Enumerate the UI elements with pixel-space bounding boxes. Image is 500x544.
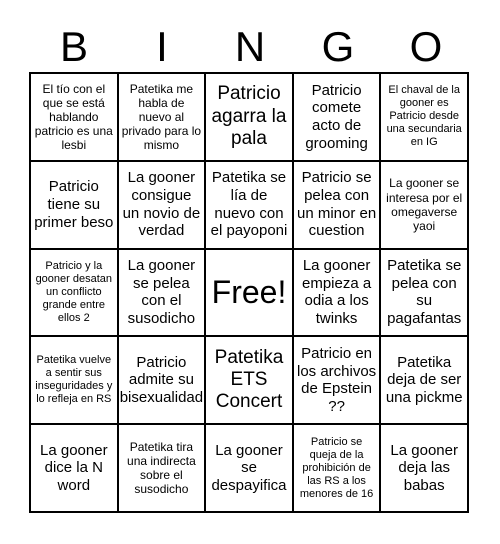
bingo-cell-r5c2 [118, 424, 206, 512]
bingo-grid [29, 72, 469, 513]
bingo-cell-text: Patetika tira una indirecta sobre el susodicho [127, 439, 196, 497]
header-letter-i: I [156, 23, 168, 70]
bingo-cell-text: Patricio en los archivos de Epstein ?? [296, 344, 377, 415]
bingo-cell-r5c4 [293, 424, 381, 512]
bingo-cell-r2c3 [205, 161, 293, 249]
bingo-cell-text: La gooner consigue un novio de verdad [122, 169, 201, 240]
bingo-cell-r4c4 [293, 336, 381, 424]
bingo-cell-text: Patricio agarra la pala [211, 83, 287, 150]
bingo-cell-text: Patetika vuelve a sentir sus inseguridades y lo refleja en RS [35, 354, 113, 406]
bingo-cell-text: Patricio comete acto de grooming [305, 81, 368, 152]
bingo-cell-r3c5 [380, 249, 468, 337]
bingo-cell-r1c4 [293, 73, 381, 161]
header-letter-g: G [321, 23, 355, 70]
bingo-cell-r3c2 [118, 249, 206, 337]
bingo-cell-text: La gooner deja las babas [390, 441, 458, 494]
bingo-cell-r3c4 [293, 249, 381, 337]
header-letter-o: O [409, 23, 443, 70]
bingo-cell-text: Patetika deja de ser una pickme [385, 353, 463, 407]
bingo-cell-r4c3 [205, 336, 293, 424]
bingo-cell-text: Patetika se pelea con su pagafantas [387, 257, 462, 328]
bingo-cell-text: La gooner se pelea con el susodicho [127, 257, 196, 328]
bingo-cell-text: El tío con el que se está hablando patricio es una lesbi [34, 81, 113, 153]
bingo-cell-text: Patetika ETS Concert [214, 346, 284, 413]
bingo-cell-r1c1 [30, 73, 118, 161]
bingo-cell-r5c1 [30, 424, 118, 512]
bingo-cell-r2c2 [118, 161, 206, 249]
bingo-cell-text: Patricio se queja de la prohibición de las RS a los menores de 16 [299, 435, 374, 500]
bingo-cell-text: Patetika me habla de nuevo al privado para lo mismo [121, 81, 202, 153]
bingo-cell-r5c5 [380, 424, 468, 512]
bingo-cell-r2c1 [30, 161, 118, 249]
bingo-header [30, 22, 470, 72]
bingo-cell-text: La gooner dice la N word [40, 441, 108, 494]
bingo-cell-text: La gooner se interesa por el omegaverse yaoi [386, 176, 463, 233]
bingo-cell-text: Patricio y la gooner desatan un conflicto grande entre ellos 2 [35, 260, 113, 324]
bingo-cell-text: Patetika se lía de nuevo con el payoponi [210, 169, 288, 240]
bingo-cell-text: La gooner empieza a odia a los twinks [301, 257, 372, 328]
bingo-cell-r2c4 [293, 161, 381, 249]
bingo-cell-text: La gooner se despayifica [211, 441, 287, 494]
bingo-cell-text: El chaval de la gooner es Patricio desde una secundaria en IG [386, 84, 462, 149]
bingo-cell-text: Patricio se pelea con un minor en cuestion [296, 169, 377, 240]
bingo-cell-r3c1 [30, 249, 118, 337]
bingo-cell-r1c2 [118, 73, 206, 161]
bingo-cell-r1c3 [205, 73, 293, 161]
bingo-cell-r5c3 [205, 424, 293, 512]
header-letter-n: N [234, 23, 266, 70]
bingo-cell-text: Free! [211, 273, 287, 310]
bingo-cell-text: Patricio admite su bisexualidad [119, 353, 204, 407]
header-letter-b: B [59, 23, 88, 70]
bingo-cell-r4c5 [380, 336, 468, 424]
bingo-cell-text: Patricio tiene su primer beso [34, 178, 114, 231]
bingo-cell-r2c5 [380, 161, 468, 249]
bingo-cell-free [205, 249, 293, 337]
bingo-cell-r4c1 [30, 336, 118, 424]
bingo-cell-r1c5 [380, 73, 468, 161]
bingo-cell-r4c2 [118, 336, 206, 424]
